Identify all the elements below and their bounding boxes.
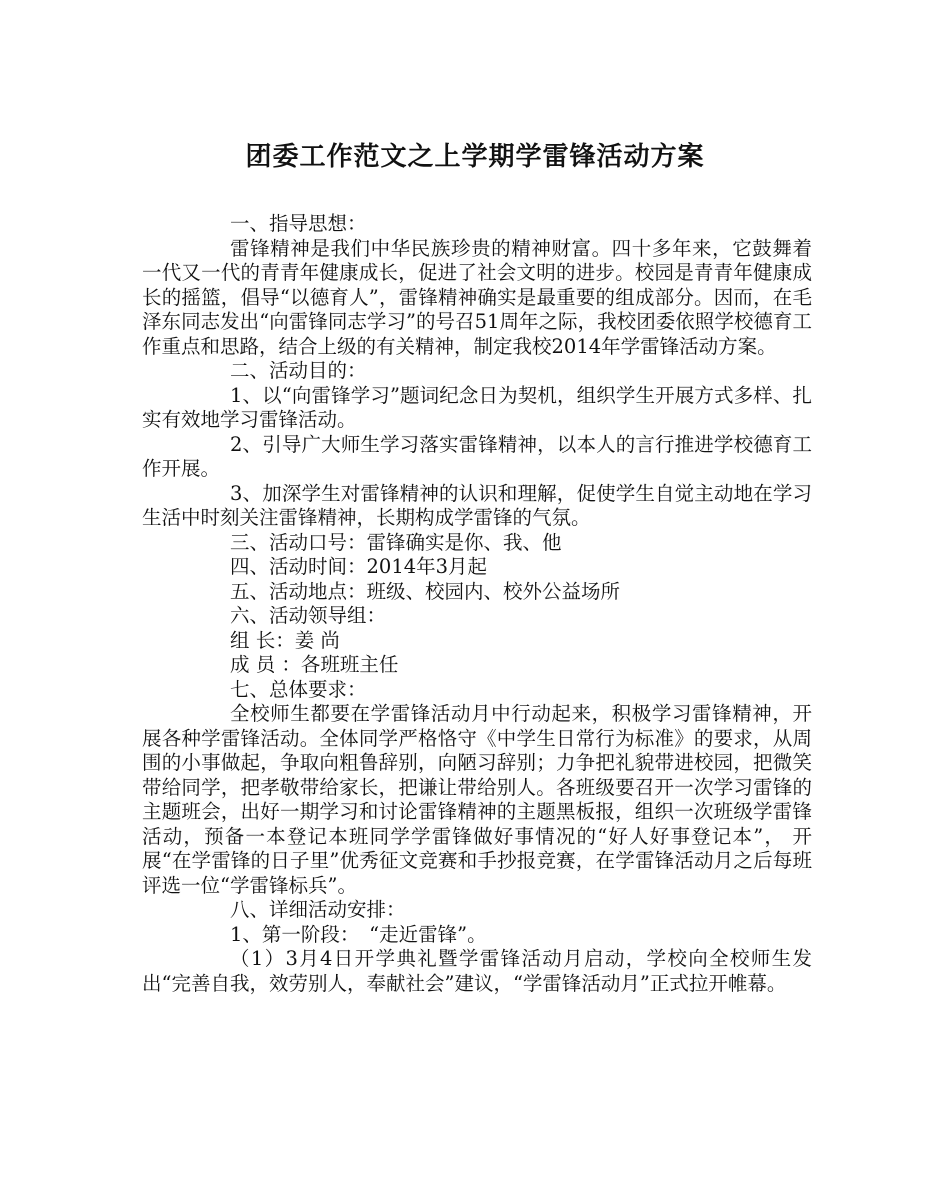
section-heading-arrangements: 八、详细活动安排： xyxy=(230,898,406,921)
section-location: 五、活动地点：班级、校园内、校外公益场所 xyxy=(230,579,621,603)
section-slogan: 三、活动口号：雷锋确实是你、我、他 xyxy=(230,530,562,554)
document-body xyxy=(142,212,812,996)
leader-line: 组 长：姜 尚 xyxy=(230,628,340,652)
purpose-item-3: 3、加深学生对雷锋精神的认识和理解，促使学生自觉主动地在学习生活中时刻关注雷锋精神，长期构成学雷锋的气氛。 xyxy=(142,481,812,529)
section-heading-leadership: 六、活动领导组： xyxy=(230,604,387,627)
paragraph-lei-feng-spirit: 雷锋精神是我们中华民族珍贵的精神财富。四十多年来，它鼓舞着一代又一代的青青年健康成长，促进了社会文明的进步。校园是青青年健康成长的摇篮，倡导“以德育人”，雷锋精神确实是最重要的组成部分。因而，在毛泽东同志发出“向雷锋同志学习”的号召51周年之际，我校团委依照学校德育工作重点和思路，结合上级的有关精神，制定我校2014年学雷锋活动方案。 xyxy=(142,236,812,358)
document-title: 团委工作范文之上学期学雷锋活动方案 xyxy=(245,142,705,172)
paragraph-requirements: 全校师生都要在学雷锋活动月中行动起来，积极学习雷锋精神，开展各种学雷锋活动。全体同学严格恪守《中学生日常行为标准》的要求，从周围的小事做起，争取向粗鲁辞别，向陋习辞别；力争把礼貌带进校园，把微笑带给同学，把孝敬带给家长，把谦让带给别人。各班级要召开一次学习雷锋的主题班会，出好一期学习和讨论雷锋精神的主题黑板报，组织一次班级学雷锋活动，预备一本登记本班同学学雷锋做好事情况的“好人好事登记本”， 开展“在学雷锋的日子里”优秀征文竞赛和手抄报竞赛，在学雷锋活动月之后每班评选一位“学雷锋标兵”。 xyxy=(142,702,812,897)
purpose-item-2: 2、引导广大师生学习落实雷锋精神，以本人的言行推进学校德育工作开展。 xyxy=(142,432,812,480)
members-line: 成 员 ：各班班主任 xyxy=(230,653,399,676)
section-heading-requirements: 七、总体要求： xyxy=(230,677,367,701)
purpose-item-1: 1、以“向雷锋学习”题词纪念日为契机，组织学生开展方式多样、扎实有效地学习雷锋活动。 xyxy=(142,383,812,431)
arrangement-item-1: （1）3月4日开学典礼暨学雷锋活动月启动，学校向全校师生发出“完善自我，效劳别人，奉献社会”建议，“学雷锋活动月”正式拉开帷幕。 xyxy=(142,947,812,995)
section-time: 四、活动时间：2014年3月起 xyxy=(230,555,488,578)
section-heading-purpose: 二、活动目的： xyxy=(230,359,367,382)
section-heading-guiding-thought: 一、指导思想： xyxy=(230,212,367,235)
arrangement-stage-1: 1、第一阶段： “走近雷锋”。 xyxy=(230,922,487,946)
